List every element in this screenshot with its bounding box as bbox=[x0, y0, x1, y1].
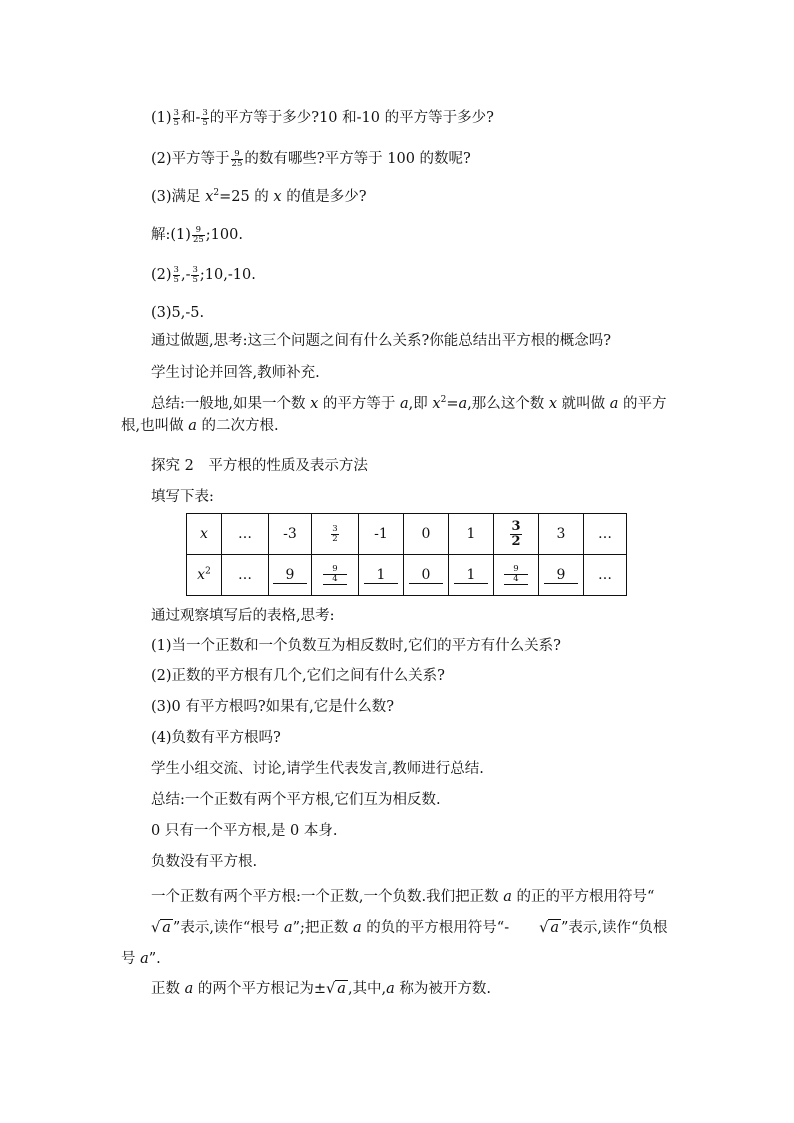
a2-text: ;10,-10. bbox=[199, 267, 256, 283]
square-table bbox=[186, 513, 627, 596]
table-cell bbox=[449, 555, 494, 596]
zero-root-note: 0 只有一个平方根,是 0 本身. bbox=[151, 823, 338, 839]
table-cell: … bbox=[584, 514, 627, 555]
observe-question-3: (3)0 有平方根吗?如果有,它是什么数? bbox=[151, 699, 395, 715]
var-x: x bbox=[548, 396, 558, 412]
table-cell bbox=[494, 514, 539, 555]
q2-prefix: (2)平方等于 bbox=[151, 151, 230, 167]
para-text: 的负的平方根用符号“- bbox=[361, 920, 510, 936]
var-a: a bbox=[503, 889, 512, 905]
table-cell: … bbox=[222, 555, 269, 596]
superscript: 2 bbox=[213, 188, 220, 199]
summary1-text: ,那么这个数 bbox=[467, 396, 549, 412]
summary1-text: 的二次方根. bbox=[196, 418, 279, 434]
discuss-note: 学生讨论并回答,教师补充. bbox=[151, 365, 320, 381]
fraction: $\frac{3}{2}$ bbox=[511, 518, 521, 549]
sqrt-symbol: √ a bbox=[151, 920, 171, 936]
filled-answer: 9 bbox=[544, 567, 578, 584]
var-x: x bbox=[197, 567, 206, 583]
table-cell bbox=[539, 555, 584, 596]
observe-question-2: (2)正数的平方根有几个,它们之间有什么关系? bbox=[151, 668, 445, 684]
question-3 bbox=[151, 186, 366, 208]
var-a: a bbox=[188, 418, 197, 434]
observe-prompt: 通过观察填写后的表格,思考: bbox=[151, 608, 335, 624]
q3-mid: =25 的 bbox=[219, 189, 274, 205]
answer-2 bbox=[151, 264, 256, 286]
observe-question-4: (4)负数有平方根吗? bbox=[151, 730, 281, 746]
table-cell: 3 bbox=[539, 514, 584, 555]
var-x: x bbox=[310, 396, 319, 412]
table-row bbox=[187, 514, 627, 555]
observe-question-1: (1)当一个正数和一个负数互为相反数时,它们的平方有什么关系? bbox=[151, 638, 561, 654]
summary1-text: ,即 bbox=[408, 396, 433, 412]
answer-3: (3)5,-5. bbox=[151, 305, 205, 321]
table-cell: … bbox=[584, 555, 627, 596]
group-discussion: 学生小组交流、讨论,请学生代表发言,教师进行总结. bbox=[151, 761, 484, 777]
last-text: 正数 bbox=[151, 981, 185, 997]
var-x: x bbox=[273, 189, 282, 205]
summary1-text: 的平方根,也叫做 bbox=[121, 396, 667, 434]
table-cell: … bbox=[222, 514, 269, 555]
para-text: 一个正数有两个平方根:一个正数,一个负数.我们把正数 bbox=[151, 889, 504, 905]
para-text: ”. bbox=[148, 951, 161, 967]
fraction: $\frac{3}{5}$ bbox=[173, 107, 179, 128]
var-a: a bbox=[400, 396, 409, 412]
para-text: ”表示,读作“根号 bbox=[172, 920, 284, 936]
var-a: a bbox=[140, 951, 149, 967]
a1-text: ;100. bbox=[205, 227, 243, 243]
table-cell: 0 bbox=[404, 514, 449, 555]
fraction: $\frac{3}{5}$ bbox=[192, 264, 198, 285]
q3-text: 的值是多少? bbox=[281, 189, 367, 205]
a1-prefix: 解:(1) bbox=[151, 227, 191, 243]
var-a: a bbox=[386, 981, 395, 997]
var-a: a bbox=[609, 396, 619, 412]
fraction: $\frac{3}{5}$ bbox=[173, 264, 179, 285]
filled-answer: 0 bbox=[409, 567, 443, 584]
q1-text: 的平方等于多少?10 和-10 的平方等于多少? bbox=[209, 110, 494, 126]
radicand-definition bbox=[151, 978, 491, 1000]
fraction: $\frac{3}{2}$ bbox=[332, 523, 338, 544]
table-cell: -3 bbox=[269, 514, 312, 555]
q2-text: 的数有哪些?平方等于 100 的数呢? bbox=[244, 151, 471, 167]
fraction: $\frac{9}{25}$ bbox=[192, 224, 204, 245]
sqrt-symbol: √ a bbox=[326, 981, 346, 997]
think-prompt: 通过做题,思考:这三个问题之间有什么关系?你能总结出平方根的概念吗? bbox=[151, 333, 612, 349]
last-text: ,其中, bbox=[347, 981, 387, 997]
superscript: 2 bbox=[440, 395, 447, 406]
table-cell: 1 bbox=[449, 514, 494, 555]
summary1-text: 就叫做 bbox=[557, 396, 610, 412]
table-cell bbox=[312, 514, 359, 555]
table-cell bbox=[187, 555, 222, 596]
fill-table-instruction: 填写下表: bbox=[151, 489, 214, 505]
fraction: $\frac{9}{4}$ bbox=[504, 565, 528, 585]
question-2 bbox=[151, 148, 471, 170]
summary-definition bbox=[121, 393, 673, 437]
var-x: x bbox=[205, 189, 214, 205]
var-a: a bbox=[283, 920, 293, 936]
table-cell bbox=[359, 555, 404, 596]
answer-1 bbox=[151, 224, 243, 246]
summary-properties: 总结:一个正数有两个平方根,它们互为相反数. bbox=[151, 792, 441, 808]
q1-mid: 和- bbox=[180, 110, 201, 126]
table-cell: -1 bbox=[359, 514, 404, 555]
var-a: a bbox=[458, 396, 468, 412]
last-text: 的两个平方根记为± bbox=[193, 981, 327, 997]
fraction: $\frac{9}{25}$ bbox=[231, 148, 243, 169]
summary1-text: 的平方等于 bbox=[318, 396, 401, 412]
question-1 bbox=[151, 107, 494, 129]
a2-mid: ,- bbox=[180, 267, 191, 283]
filled-answer: 1 bbox=[454, 567, 488, 584]
var-a: a bbox=[353, 920, 362, 936]
negative-root-note: 负数没有平方根. bbox=[151, 854, 258, 870]
fraction: $\frac{3}{5}$ bbox=[202, 107, 208, 128]
var-x: x bbox=[432, 396, 441, 412]
table-cell bbox=[404, 555, 449, 596]
para-text: ”表示,读作“负根号 bbox=[121, 920, 668, 967]
table-row bbox=[187, 555, 627, 596]
para-text: ”;把正数 bbox=[292, 920, 354, 936]
table-cell bbox=[269, 555, 312, 596]
sqrt-symbol: √ a bbox=[539, 920, 560, 936]
var-x: x bbox=[200, 526, 208, 542]
table-cell bbox=[312, 555, 359, 596]
last-text: 称为被开方数. bbox=[394, 981, 492, 997]
notation-paragraph bbox=[121, 882, 673, 975]
filled-answer: 9 bbox=[273, 567, 307, 584]
a2-prefix: (2) bbox=[151, 267, 172, 283]
table-cell bbox=[494, 555, 539, 596]
superscript: 2 bbox=[205, 566, 211, 577]
fraction: $\frac{9}{4}$ bbox=[323, 565, 347, 585]
q1-prefix: (1) bbox=[151, 110, 172, 126]
summary1-text: = bbox=[446, 396, 459, 412]
table-cell bbox=[187, 514, 222, 555]
var-a: a bbox=[184, 981, 194, 997]
q3-prefix: (3)满足 bbox=[151, 189, 206, 205]
filled-answer: 1 bbox=[364, 567, 398, 584]
para-text: 的正的平方根用符号“ bbox=[511, 889, 655, 905]
section-heading-explore-2: 探究 2 平方根的性质及表示方法 bbox=[151, 458, 368, 474]
summary1-text: 总结:一般地,如果一个数 bbox=[151, 396, 311, 412]
